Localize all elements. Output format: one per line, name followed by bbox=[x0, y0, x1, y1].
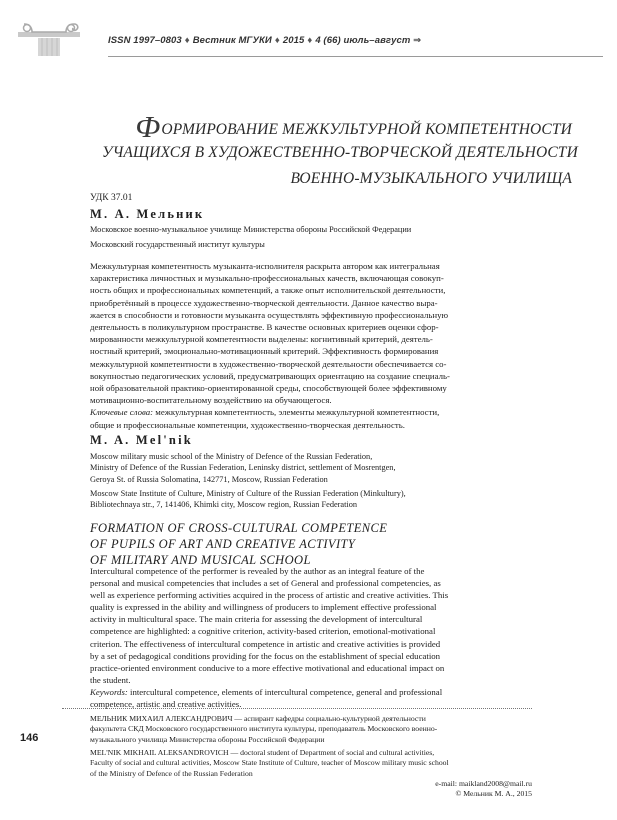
author-bio-ru bbox=[90, 714, 530, 745]
header-divider bbox=[108, 56, 603, 57]
email-link[interactable]: e-mail: maikland2008@mail.ru bbox=[435, 779, 532, 788]
affiliation-line: Moscow military music school of the Ministry of Defence of the Russian Federation, bbox=[90, 452, 373, 461]
keywords-text: межкультурная компетентность, элементы межкультурной компетентности, bbox=[153, 407, 440, 418]
udc-code: УДК 37.01 bbox=[90, 193, 133, 203]
abstract-line: межкультурной компетентности в художественно-творческой деятельности обеспечивается со- bbox=[90, 358, 447, 369]
copyright-text: © Мельник М. А., 2015 bbox=[455, 789, 532, 799]
abstract-line: practice-oriented environment conducive to a more effective motivational and educational impact on bbox=[90, 662, 445, 673]
journal-year: 2015 bbox=[282, 35, 305, 46]
abstract-line: деятельность в поликультурном пространстве. В качестве основных критериев оценки сфор- bbox=[90, 322, 439, 333]
affiliation-line: Geroya St. of Russia Solomatina, 142771, Moscow, Russian Federation bbox=[90, 474, 328, 484]
keywords-en-cont: competence, artistic and creative activities. bbox=[90, 699, 242, 710]
keywords-en bbox=[90, 686, 530, 698]
abstract-line: competence are highlighted: a cognitive criterion, activity-based criterion, emotional-motivational bbox=[90, 626, 436, 637]
abstract-en bbox=[90, 565, 530, 710]
affiliation-en bbox=[90, 451, 396, 485]
abstract-line: activity in multicultural space. The main criteria for assessing the development of intercultural bbox=[90, 614, 423, 625]
affiliation-line: Moscow State Institute of Culture, Ministry of Culture of the Russian Federation (Minkultury), bbox=[90, 489, 406, 498]
keywords-ru bbox=[90, 406, 530, 418]
contact-info bbox=[435, 779, 532, 799]
footnote-divider bbox=[62, 708, 532, 709]
affiliation-ru: Московское военно-музыкальное училище Министерства обороны Российской Федерации bbox=[90, 225, 412, 234]
abstract-line: приобретённый в процессе художественно-творческой деятельности. Данное качество выра- bbox=[90, 297, 438, 308]
abstract-line: вокупностью педагогических условий, предусматривающих ориентацию на создание специаль- bbox=[90, 370, 450, 381]
article-title-en bbox=[90, 520, 387, 568]
abstract-line: ностный критерий, эмоционально-мотивационный критерий. Эффективность формирования bbox=[90, 346, 439, 357]
arrow-icon: ⇒ bbox=[413, 35, 422, 46]
journal-issue: 4 (66) июль–август bbox=[315, 35, 411, 46]
journal-header-text bbox=[108, 35, 421, 46]
affiliation-line: Ministry of Defence of the Russian Federation, Leninsky district, settlement of Mosrentgen, bbox=[90, 463, 396, 473]
abstract-line: Intercultural competence of the performer is revealed by the author as an integral feature of the bbox=[90, 566, 425, 576]
affiliation-line: Bibliotechnaya str., 7, 141406, Khimki city, Moscow region, Russian Federation bbox=[90, 500, 358, 510]
abstract-line: Межкультурная компетентность музыканта-исполнителя раскрыта автором как интегральная bbox=[90, 261, 440, 271]
header-separator: ♦ bbox=[307, 35, 313, 46]
journal-name: Вестник МГУКИ bbox=[192, 35, 272, 46]
page-number: 146 bbox=[20, 732, 39, 744]
title-line: OF MILITARY AND MUSICAL SCHOOL bbox=[90, 553, 311, 567]
column-capital-icon bbox=[18, 22, 80, 56]
title-line: ВОЕННО-МУЗЫКАЛЬНОГО УЧИЛИЩА bbox=[290, 170, 572, 187]
abstract-line: the student. bbox=[90, 674, 131, 685]
bio-line: MEL'NIK MIKHAIL ALEKSANDROVICH — doctoral student of Department of social and cultural activities, bbox=[90, 748, 435, 757]
title-dropcap: Ф bbox=[135, 109, 161, 144]
keywords-label: Keywords: bbox=[90, 686, 128, 697]
abstract-line: by a set of pedagogical conditions providing for the focus on the establishment of special education bbox=[90, 650, 441, 661]
abstract-ru bbox=[90, 260, 530, 431]
affiliation-en-2 bbox=[90, 488, 406, 511]
affiliation-ru: Московский государственный институт культуры bbox=[90, 240, 265, 249]
abstract-line: well as experience performing activities acquired in the process of artistic and creative activities. This bbox=[90, 590, 449, 601]
header-separator: ♦ bbox=[274, 35, 280, 46]
abstract-line: мотивационно-воспитательному воздействию на обучающегося. bbox=[90, 395, 332, 406]
abstract-line: характеристика личностных и музыкально-профессиональных качеств, включающая совокуп- bbox=[90, 273, 444, 284]
title-line bbox=[102, 109, 572, 144]
article-title-ru bbox=[102, 109, 578, 190]
title-line: FORMATION OF CROSS-CULTURAL COMPETENCE bbox=[90, 521, 388, 535]
keywords-label: Ключевые слова: bbox=[90, 407, 154, 418]
page-header bbox=[18, 22, 603, 58]
author-name-ru: М. А. Мельник bbox=[90, 207, 205, 221]
abstract-line: ной образовательной практико-ориентированной среды, способствующей более эффективному bbox=[90, 383, 447, 394]
abstract-line: жается в способности и готовности музыканта осуществлять эффективную профессиональную bbox=[90, 309, 449, 320]
bio-line: of the Ministry of Defence of the Russian Federation bbox=[90, 768, 253, 778]
abstract-line: мированности межкультурной компетентности выделены: когнитивный критерий, деятель- bbox=[90, 334, 433, 345]
bio-line: МЕЛЬНИК МИХАИЛ АЛЕКСАНДРОВИЧ — аспирант кафедры социально-культурной деятельности bbox=[90, 714, 426, 723]
header-separator: ♦ bbox=[184, 35, 190, 46]
title-line: OF PUPILS OF ART AND CREATIVE ACTIVITY bbox=[90, 537, 356, 551]
author-bio-en bbox=[90, 748, 530, 779]
abstract-line: personal and musical competencies that includes a set of General and professional competencies, as bbox=[90, 578, 441, 589]
bio-line: факультета СКД Московского государственного института культуры, преподаватель Московского военно- bbox=[90, 724, 438, 734]
keywords-text: intercultural competence, elements of intercultural competence, general and professional bbox=[127, 686, 443, 697]
bio-line: музыкального училища Министерства обороны Российской Федерации bbox=[90, 734, 325, 744]
abstract-line: ность общих и профессиональных компетенций, а также опыт исполнительской деятельности, bbox=[90, 285, 446, 296]
title-line-text: ОРМИРОВАНИЕ МЕЖКУЛЬТУРНОЙ КОМПЕТЕНТНОСТИ bbox=[161, 121, 572, 138]
keywords-ru-cont: общие и профессиональные компетенции, художественно-творческая деятельность. bbox=[90, 419, 405, 430]
author-name-en: M. A. Mel'nik bbox=[90, 433, 193, 447]
abstract-line: criterion. The effectiveness of intercultural competence in artistic and creative activities is provided bbox=[90, 638, 441, 649]
bio-line: Faculty of social and cultural activities, Moscow State Institute of Culture, teacher of Moscow military music school bbox=[90, 758, 449, 768]
title-line: УЧАЩИХСЯ В ХУДОЖЕСТВЕННО-ТВОРЧЕСКОЙ ДЕЯТЕЛЬНОСТИ bbox=[102, 144, 578, 161]
abstract-line: quality is expressed in the ability and willingness of producers to implement effective professional bbox=[90, 602, 437, 613]
issn-text: ISSN 1997–0803 bbox=[108, 35, 182, 46]
